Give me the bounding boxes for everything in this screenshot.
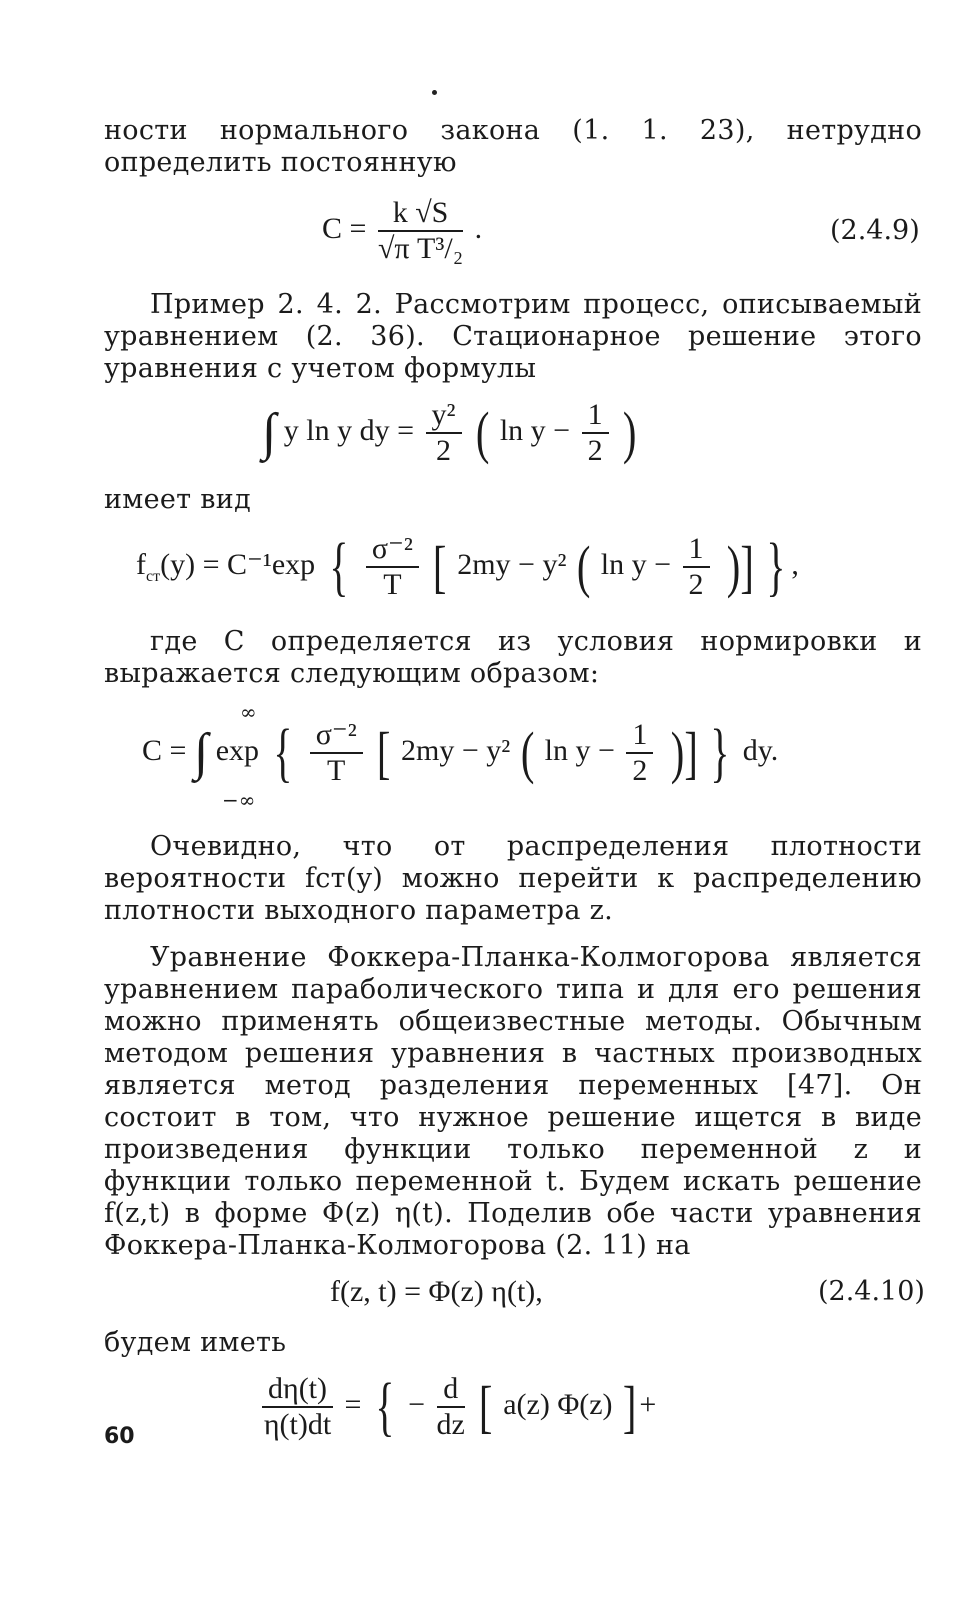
paragraph-4: где C определяется из условия нормировки и выражается следующим образом:	[104, 626, 922, 689]
fraction-sigma-over-t: $\frac{\text{σ⁻²}}{T}$	[310, 718, 363, 788]
integral-sign: ∫	[262, 404, 277, 461]
eq-denominator: √π T³/₂	[377, 232, 464, 265]
print-speck	[432, 90, 437, 95]
equation-c-normalization: C = ∫ exp { $\frac{\text{σ⁻²}}{T}$ [ 2my − y² ( ln y − $\frac{1}{2}$ )] } dy.	[142, 716, 779, 789]
eq-lhs: C =	[322, 211, 367, 245]
integral-sign: ∫	[193, 724, 209, 781]
fraction-sigma-over-t: $\frac{\text{σ⁻²}}{T}$	[366, 532, 419, 602]
integral-lower-limit: −∞	[222, 788, 256, 812]
paragraph-1: ности нормального закона (1. 1. 23), нетрудно определить постоянную	[104, 115, 922, 178]
paragraph-7: будем иметь	[104, 1327, 287, 1358]
paragraph-6: Уравнение Фоккера-Планка-Колмогорова является уравнением параболического типа и для его решения можно применять общеизвестные методы. Обычным методом решения уравнения в частных производных является метод разделения переменных [47]. Он состоит в том, что нужное решение ищется в виде произведения функции только переменной z и функции только переменной t. Будем искать решение f(z,t) в форме Φ(z) η(t). Поделив обе части уравнения Фоккера-Планка-Колмогорова (2. 11) на	[104, 942, 922, 1261]
eq-fraction	[378, 196, 463, 266]
page-number: 60	[104, 1424, 135, 1449]
fraction-d-over-dz: $\frac{d}{dz}$	[436, 1372, 465, 1441]
paragraph-3: имеет вид	[104, 484, 251, 515]
equation-integral: ∫ y ln y dy = $\frac{\text{y²}}{2}$ ( ln y − $\frac{1}{2}$ )	[262, 398, 637, 467]
fraction-half: $\frac{1}{2}$	[626, 718, 653, 788]
fraction-half: $\frac{1}{2}$	[582, 398, 609, 468]
equation-number-2-4-9: (2.4.9)	[830, 215, 920, 246]
fraction-y2-over-2: $\frac{\text{y²}}{2}$	[426, 398, 462, 468]
equation-number-2-4-10: (2.4.10)	[818, 1276, 925, 1307]
paragraph-5: Очевидно, что от распределения плотности вероятности fст(y) можно перейти к распределению плотности выходного параметра z.	[104, 831, 922, 926]
equation-separation: $\frac{d\eta(t)}{\eta(t)dt}$ = { − $\frac{d}{dz}$ [ a(z) Φ(z) ]+	[263, 1370, 657, 1443]
integral-upper-limit: ∞	[240, 700, 257, 724]
equation-2-4-10: f(z, t) = Φ(z) η(t),	[330, 1275, 543, 1308]
integrand: y ln y dy =	[283, 413, 415, 447]
paragraph-2: Пример 2. 4. 2. Рассмотрим процесс, описываемый уравнением (2. 36). Стационарное решение этого уравнения с учетом формулы	[104, 289, 922, 384]
eq-numerator: k √S	[378, 196, 463, 232]
equation-2-4-9: C = $\frac{k √S}{\text{√π T³/₂}}$ .	[322, 196, 483, 265]
paren-body: ln y −	[499, 413, 571, 447]
fraction-half: $\frac{1}{2}$	[683, 532, 710, 602]
fraction-deta-over-etadt: $\frac{d\eta(t)}{\eta(t)dt}$	[263, 1372, 332, 1441]
equation-f-st: $f_{ст}(y) = C^{-1}\exp$ { $\frac{\text{σ⁻²}}{T}$ [ 2my − y² ( ln y − $\frac{1}{2}$ )] } ,	[136, 530, 799, 603]
